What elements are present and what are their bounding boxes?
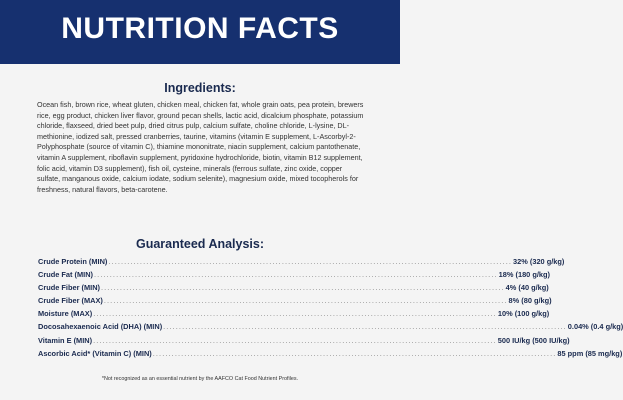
leader-dots: ................................................................................................................................: [103, 296, 508, 306]
ingredients-text: Ocean fish, brown rice, wheat gluten, chicken meal, chicken fat, whole grain oats, pea protein, brewers rice, egg product, chicken liver flavor, ground pecan shells, lactic acid, dicalcium phosphate, potassium chloride, flaxseed, dried beet pulp, dried citrus pulp, calcium sulfate, choline chloride, L-lysine, DL-methionine, iodized salt, pressed cranberries, taurine, vitamins (vitamin E supplement, L-Ascorbyl-2-Polyphosphate (source of vitamin C), thiamine mononitrate, niacin supplement, calcium pantothenate, vitamin A supplement, riboflavin supplement, pyridoxine hydrochloride, biotin, vitamin B12 supplement, folic acid, vitamin D3 supplement), fish oil, cysteine, minerals (ferrous sulfate, zinc oxide, copper sulfate, manganous oxide, calcium iodate, sodium selenite), magnesium oxide, mixed tocopherols for freshness, natural flavors, beta-carotene.: [37, 100, 364, 194]
analysis-row-moisture: [38, 309, 550, 322]
leader-dots: ................................................................................................................................: [94, 270, 498, 280]
footnote: *Not recognized as an essential nutrient by the AAFCO Cat Food Nutrient Profiles.: [101, 376, 299, 382]
analysis-row-crude-protein: [38, 257, 565, 270]
analysis-label: Crude Fiber (MAX): [38, 296, 103, 306]
header-banner: [0, 0, 400, 64]
page-title: NUTRITION FACTS: [61, 12, 339, 45]
leader-dots: ................................................................................................................................: [93, 335, 497, 345]
analysis-label: Vitamin E (MIN): [38, 335, 93, 345]
leader-dots: ................................................................................................................................: [163, 322, 567, 332]
analysis-row-vitamin-e: [38, 335, 570, 349]
analysis-row-crude-fat: [38, 270, 551, 283]
analysis-value: 8% (80 g/kg): [508, 296, 552, 306]
analysis-value: 0.04% (0.4 g/kg): [567, 322, 623, 332]
leader-dots: ................................................................................................................................: [93, 309, 497, 319]
analysis-value: 32% (320 g/kg): [513, 257, 565, 266]
analysis-value: 85 ppm (85 mg/kg): [557, 348, 623, 358]
guaranteed-analysis-heading: Guaranteed Analysis:: [135, 237, 265, 251]
analysis-row-dha: [38, 322, 623, 335]
analysis-label: Crude Fiber (MIN): [38, 283, 100, 293]
analysis-label: Ascorbic Acid* (Vitamin C) (MIN): [38, 348, 152, 358]
analysis-value: 10% (100 g/kg): [497, 309, 550, 319]
guaranteed-analysis-table: [38, 257, 623, 362]
analysis-value: 4% (40 g/kg): [505, 283, 549, 293]
analysis-row-crude-fiber-max: [38, 296, 552, 309]
analysis-label: Crude Protein (MIN): [38, 257, 108, 266]
ingredients-heading: Ingredients:: [164, 81, 236, 95]
analysis-row-ascorbic-acid: [38, 348, 623, 362]
leader-dots: ................................................................................................................................: [108, 257, 513, 266]
analysis-label: Crude Fat (MIN): [38, 270, 94, 280]
analysis-label: Moisture (MAX): [38, 309, 93, 319]
leader-dots: ................................................................................................................................: [152, 348, 557, 358]
analysis-label: Docosahexaenoic Acid (DHA) (MIN): [38, 322, 163, 332]
analysis-value: 500 IU/kg (500 IU/kg): [497, 335, 570, 345]
analysis-row-crude-fiber-min: [38, 283, 549, 296]
leader-dots: ................................................................................................................................: [101, 283, 505, 293]
analysis-value: 18% (180 g/kg): [498, 270, 551, 280]
